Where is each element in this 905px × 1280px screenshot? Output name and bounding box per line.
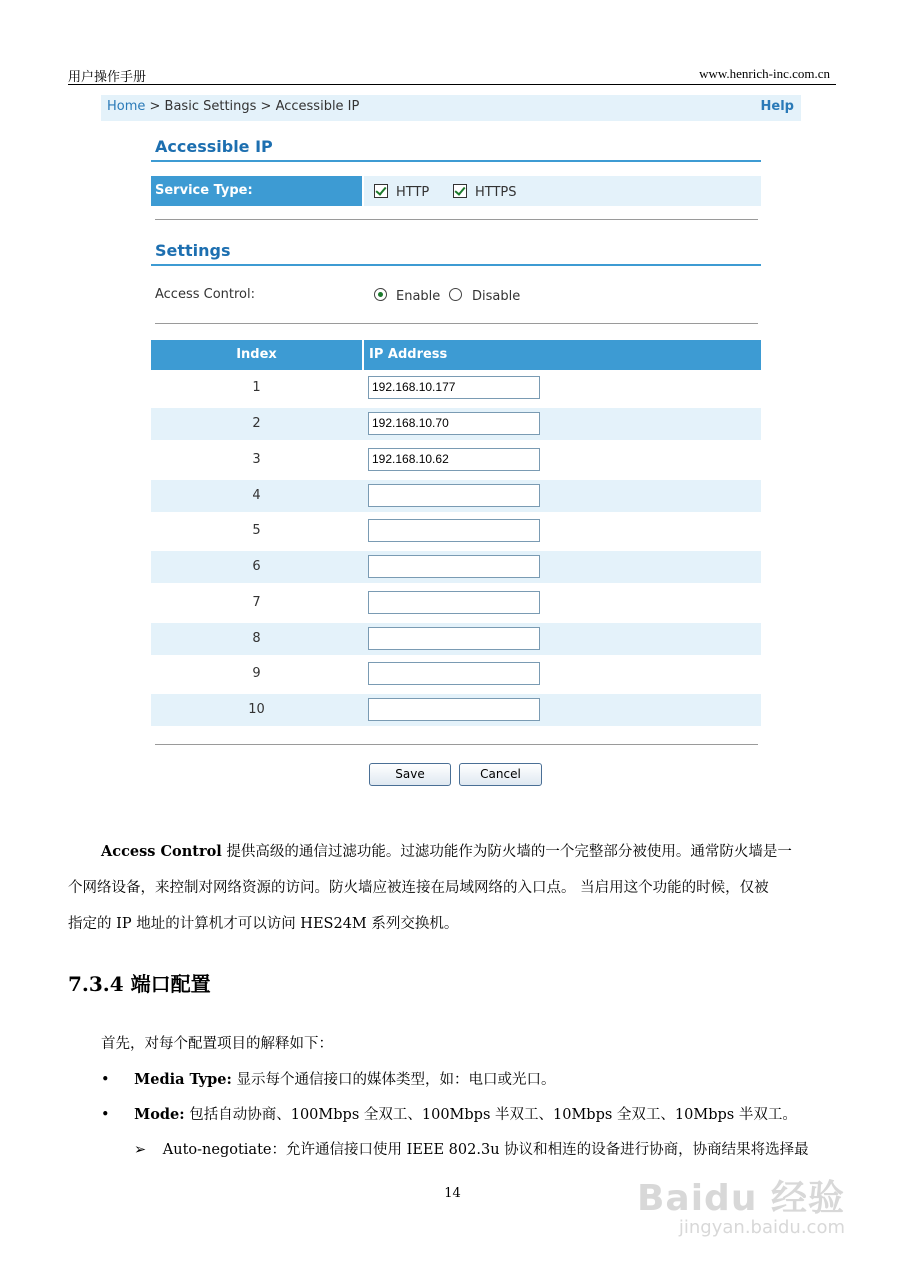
- table-row: [151, 515, 761, 547]
- ip-address-input[interactable]: 192.168.10.70: [368, 412, 540, 435]
- watermark-url: jingyan.baidu.com: [678, 1217, 845, 1238]
- website-url: www.henrich-inc.com.cn: [699, 66, 830, 81]
- paragraph-line: [101, 834, 792, 870]
- https-checkbox[interactable]: [453, 184, 467, 198]
- ip-address-input[interactable]: [368, 484, 540, 507]
- ip-address-input[interactable]: [368, 662, 540, 685]
- intro-text: 首先，对每个配置项目的解释如下：: [101, 1036, 333, 1052]
- disable-radio[interactable]: [449, 288, 462, 301]
- ip-address-input[interactable]: 192.168.10.177: [368, 376, 540, 399]
- ip-address-column-header: IP Address: [364, 340, 761, 370]
- row-index: 7: [252, 595, 261, 610]
- row-index: 4: [252, 488, 261, 503]
- list-item: [101, 1103, 797, 1124]
- table-row: [151, 480, 761, 512]
- media-type-term: Media Type:: [134, 1071, 232, 1088]
- table-row: [151, 658, 761, 690]
- section-divider: [151, 160, 761, 162]
- table-row: [151, 408, 761, 440]
- list-item: [134, 1138, 809, 1159]
- paragraph-text: 提供高级的通信过滤功能。过滤功能作为防火墙的一个完整部分被使用。通常防火墙是一: [226, 844, 792, 860]
- help-link[interactable]: Help: [760, 99, 794, 114]
- paragraph-line: 个网络设备，来控制对网络资源的访问。防火墙应被连接在局域网络的入口点。 当启用这个功能的时候，仅被: [68, 880, 769, 896]
- row-index: 2: [252, 416, 261, 431]
- page-number: 14: [444, 1186, 461, 1201]
- ip-address-input[interactable]: [368, 519, 540, 542]
- row-index: 8: [252, 631, 261, 646]
- baidu-watermark: [637, 1170, 845, 1238]
- https-label: HTTPS: [475, 185, 517, 200]
- row-index: 5: [252, 523, 261, 538]
- enable-radio[interactable]: [374, 288, 387, 301]
- manual-title: 用户操作手册: [68, 70, 147, 85]
- table-row: [151, 444, 761, 476]
- ip-address-input[interactable]: [368, 627, 540, 650]
- divider: [155, 219, 758, 220]
- paragraph-line: 指定的 IP 地址的计算机才可以访问 HES24M 系列交换机。: [68, 916, 459, 932]
- section-divider: [151, 264, 761, 266]
- breadcrumb-path: > Basic Settings > Accessible IP: [145, 99, 360, 114]
- divider: [155, 744, 758, 745]
- row-index: 1: [252, 380, 261, 395]
- bullet-icon: •: [101, 1107, 110, 1123]
- table-row: [151, 372, 761, 404]
- ip-address-input[interactable]: [368, 555, 540, 578]
- media-type-text: 显示每个通信接口的媒体类型，如：电口或光口。: [231, 1072, 556, 1088]
- document-header: [68, 64, 836, 85]
- ip-address-input[interactable]: 192.168.10.62: [368, 448, 540, 471]
- row-index: 6: [252, 559, 261, 574]
- watermark-logo: Baidu 经验: [636, 1178, 845, 1219]
- breadcrumb: [101, 95, 801, 121]
- settings-title: Settings: [155, 241, 231, 260]
- table-row: [151, 694, 761, 726]
- service-type-label: Service Type:: [151, 176, 362, 206]
- section-heading: 7.3.4 端口配置: [68, 972, 211, 996]
- mode-text: 包括自动协商、100Mbps 全双工、100Mbps 半双工、10Mbps 全双工、10Mbps 半双工。: [184, 1107, 797, 1123]
- service-type-options: [364, 176, 761, 206]
- cancel-button[interactable]: Cancel: [459, 763, 542, 786]
- access-control-term: Access Control: [101, 843, 222, 860]
- enable-label: Enable: [396, 289, 441, 304]
- row-index: 9: [252, 666, 261, 681]
- table-row: [151, 623, 761, 655]
- bullet-icon: •: [101, 1072, 110, 1088]
- list-item: [101, 1068, 556, 1089]
- ip-address-input[interactable]: [368, 591, 540, 614]
- ip-address-input[interactable]: [368, 698, 540, 721]
- table-row: [151, 587, 761, 619]
- accessible-ip-title: Accessible IP: [155, 137, 273, 156]
- access-control-label: Access Control:: [155, 287, 256, 302]
- breadcrumb-home-link[interactable]: Home: [107, 99, 146, 114]
- http-checkbox[interactable]: [374, 184, 388, 198]
- row-index: 3: [252, 452, 261, 467]
- save-button[interactable]: Save: [369, 763, 451, 786]
- http-label: HTTP: [396, 185, 430, 200]
- arrow-bullet-icon: ➢: [134, 1142, 147, 1158]
- mode-term: Mode:: [134, 1106, 185, 1123]
- table-row: [151, 551, 761, 583]
- auto-negotiate-text: Auto-negotiate：允许通信接口使用 IEEE 802.3u 协议和相连的设备进行协商，协商结果将选择最: [162, 1142, 809, 1158]
- disable-label: Disable: [472, 289, 521, 304]
- index-column-header: Index: [151, 340, 362, 370]
- row-index: 10: [248, 702, 265, 717]
- divider: [155, 323, 758, 324]
